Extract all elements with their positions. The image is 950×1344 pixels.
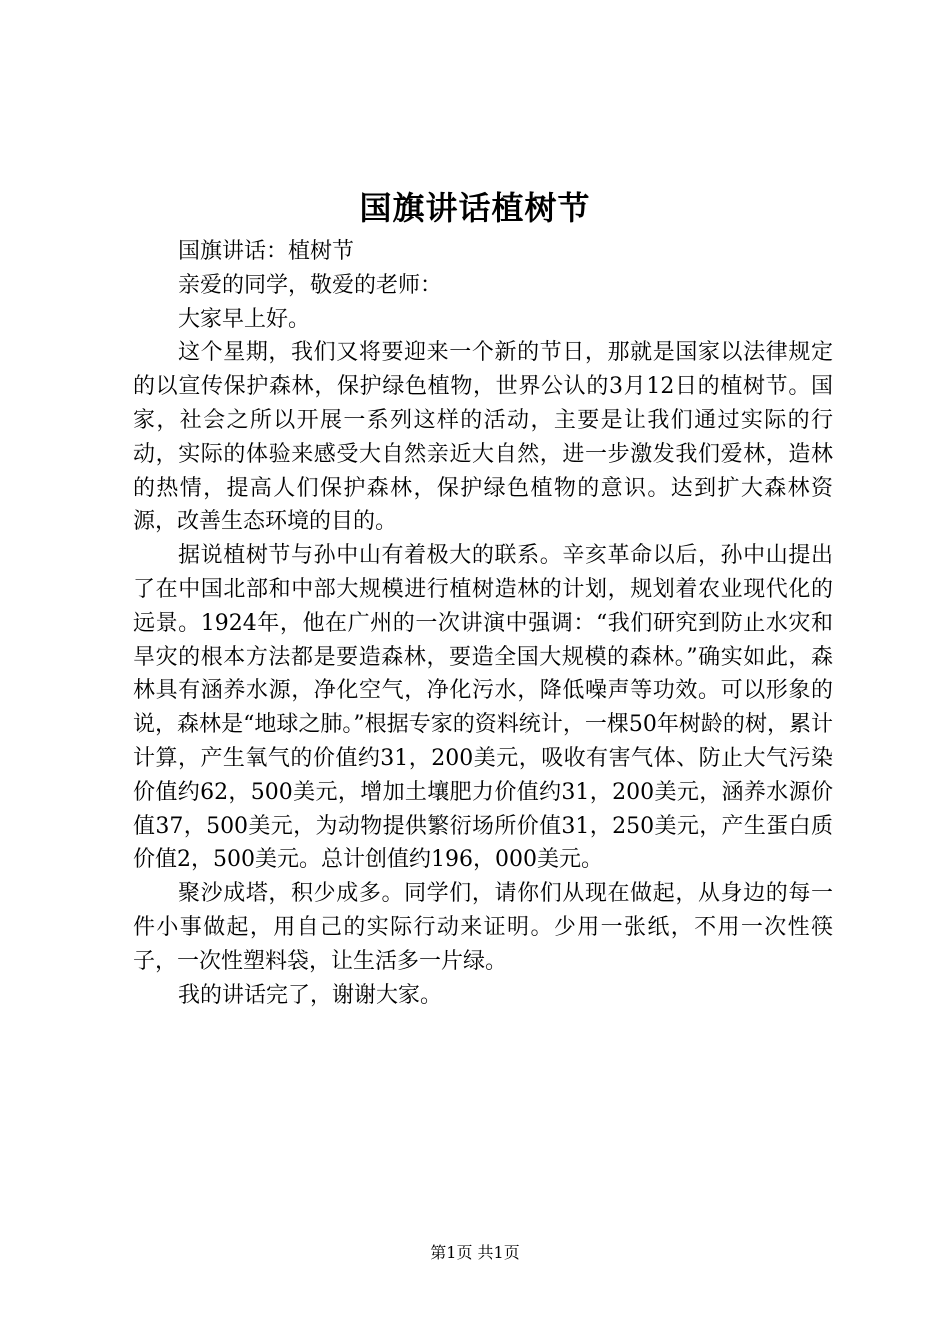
paragraph-intro: 这个星期，我们又将要迎来一个新的节日，那就是国家以法律规定的以宣传保护森林，保护绿色植物，世界公认的3月12日的植树节。国家，社会之所以开展一系列这样的活动，主要是让我们通过实际的行动，实际的体验来感受大自然亲近大自然，进一步激发我们爱林，造林的热情，提高人们保护森林，保护绿色植物的意识。达到扩大森林资源，改善生态环境的目的。 [133, 340, 833, 535]
document-body [133, 235, 833, 1012]
paragraph-call-to-action: 聚沙成塔，积少成多。同学们，请你们从现在做起，从身边的每一件小事做起，用自己的实际行动来证明。少用一张纸，不用一次性筷子，一次性塑料袋，让生活多一片绿。 [133, 881, 833, 974]
paragraph-history: 据说植树节与孙中山有着极大的联系。辛亥革命以后，孙中山提出了在中国北部和中部大规模进行植树造林的计划，规划着农业现代化的远景。1924年，他在广州的一次讲演中强调：“我们研究到防止水灾和旱灾的根本方法都是要造森林，要造全国大规模的森林。”确实如此，森林具有涵养水源，净化空气，净化污水，降低噪声等功效。可以形象的说，森林是“地球之肺。”根据专家的资料统计，一棵50年树龄的树，累计计算，产生氧气的价值约31，200美元，吸收有害气体、防止大气污染价值约62，500美元，增加土壤肥力价值约31，200美元，涵养水源价值37，500美元，为动物提供繁衍场所价值31，250美元，产生蛋白质价值2，500美元。总计创值约196，000美元。 [133, 543, 833, 873]
page-footer: 第1页 共1页 [430, 1243, 520, 1262]
paragraph-salutation: 亲爱的同学，敬爱的老师： [178, 272, 443, 298]
paragraph-closing: 我的讲话完了，谢谢大家。 [178, 982, 443, 1008]
paragraph-greeting: 大家早上好。 [178, 306, 311, 332]
document-title: 国旗讲话植树节 [359, 189, 591, 227]
paragraph-heading: 国旗讲话：植树节 [178, 239, 355, 264]
